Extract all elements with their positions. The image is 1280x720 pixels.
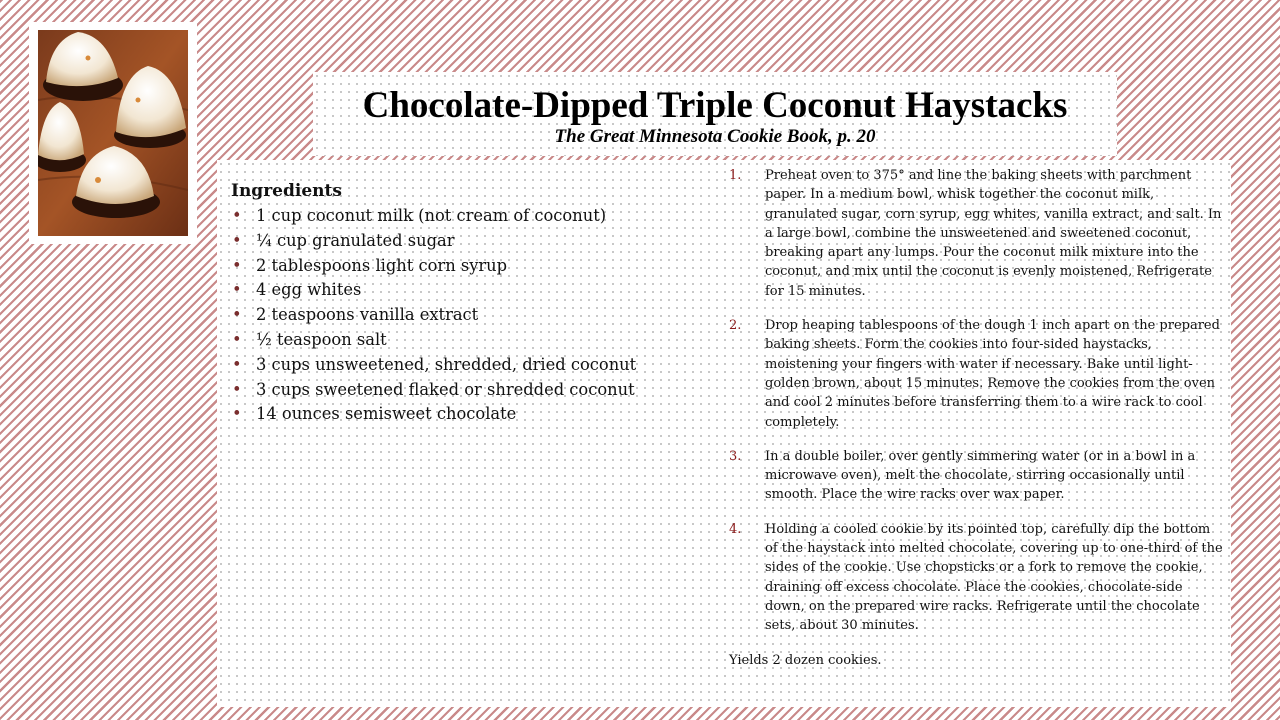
step-text: Preheat oven to 375° and line the baking sheets with parchment paper. In a medium bowl, whisk together the coconut milk, granulated sugar, corn syrup, egg whites, vanilla extract, and salt. In a large bowl, combine the unsweetened and sweetened coconut, breaking apart any lumps. Pour the coconut milk mixture into the coconut, and mix until the coconut is evenly moistened, Refrigerate for 15 minutes.	[765, 168, 1222, 299]
ingredient-item: • 3 cups unsweetened, shredded, dried coconut	[231, 353, 701, 378]
ingredient-item: • 1 cup coconut milk (not cream of coconut)	[231, 204, 701, 229]
recipe-source: The Great Minnesota Cookie Book, p. 20	[554, 126, 876, 147]
ingredient-item: • 4 egg whites	[231, 278, 701, 303]
bullet-icon: •	[232, 305, 242, 325]
step-number: 2.	[729, 318, 742, 334]
directions-section	[729, 166, 1225, 670]
yields-note: Yields 2 dozen cookies.	[729, 652, 882, 668]
title-box	[313, 72, 1117, 156]
bullet-icon: •	[232, 206, 242, 225]
step-number: 3.	[729, 448, 742, 464]
direction-step	[729, 520, 1225, 636]
recipe-content	[217, 160, 1231, 707]
bullet-icon: •	[232, 354, 242, 374]
coconut-haystack-cookies-photo	[38, 30, 188, 236]
ingredient-item: • 2 teaspoons vanilla extract	[231, 303, 701, 328]
photo-frame	[29, 22, 197, 244]
bullet-icon: •	[232, 255, 242, 275]
bullet-icon: •	[232, 329, 242, 349]
recipe-title: Chocolate-Dipped Triple Coconut Haystacks	[362, 85, 1068, 126]
ingredient-item: • ¼ cup granulated sugar	[231, 229, 701, 254]
bullet-icon: •	[232, 404, 242, 424]
step-number: 1.	[729, 168, 742, 183]
direction-step	[729, 166, 1225, 301]
ingredients-section	[231, 180, 701, 427]
bullet-icon: •	[232, 280, 242, 300]
ingredients-list	[231, 204, 701, 427]
step-text: Drop heaping tablespoons of the dough 1 inch apart on the prepared baking sheets. Form the cookies into four-sided haystacks, moistening your fingers with water if necessary. Bake until light-golden brown, about 15 minutes. Remove the cookies from the oven and cool 2 minutes before transferring them to a wire rack to cool completely.	[765, 318, 1220, 430]
direction-step	[729, 316, 1225, 432]
direction-step	[729, 447, 1225, 505]
ingredient-item: • ½ teaspoon salt	[231, 328, 701, 353]
bullet-icon: •	[232, 379, 242, 399]
bullet-icon: •	[232, 230, 242, 250]
ingredient-item: • 2 tablespoons light corn syrup	[231, 254, 701, 279]
ingredient-item: • 3 cups sweetened flaked or shredded coconut	[231, 378, 701, 403]
step-text: Holding a cooled cookie by its pointed top, carefully dip the bottom of the haystack into melted chocolate, covering up to one-third of the sides of the cookie. Use chopsticks or a fork to remove the cookie, draining off excess chocolate. Place the cookies, chocolate-side down, on the prepared wire racks. Refrigerate until the chocolate sets, about 30 minutes.	[765, 521, 1223, 634]
step-text: In a double boiler, over gently simmering water (or in a bowl in a microwave oven), melt the chocolate, stirring occasionally until smooth. Place the wire racks over wax paper.	[765, 448, 1196, 503]
step-number: 4.	[729, 521, 742, 537]
ingredient-item: • 14 ounces semisweet chocolate	[231, 402, 701, 427]
ingredients-heading: Ingredients	[231, 181, 342, 201]
